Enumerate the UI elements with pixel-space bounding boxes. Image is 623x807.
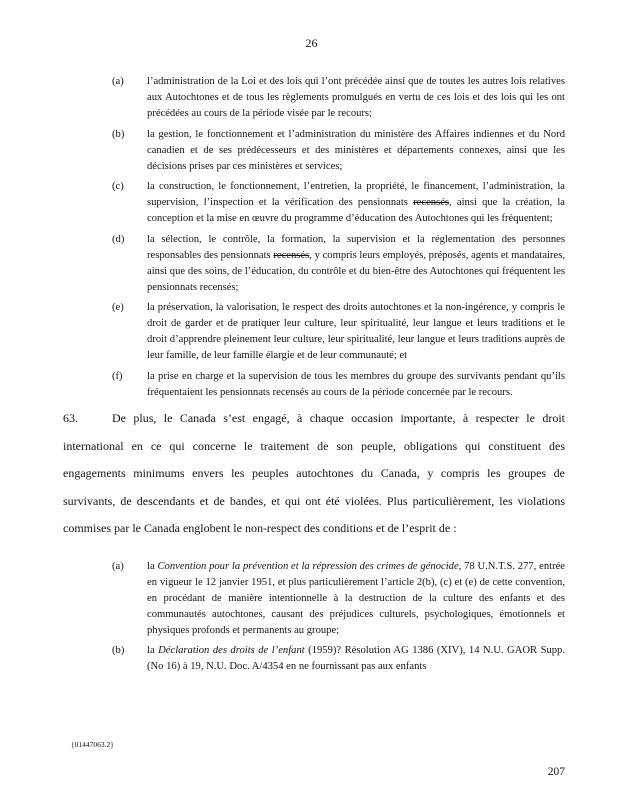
list-item [112, 179, 565, 227]
text-segment: la sélection, le contrôle, la formation, la supervision et la réglementation des personnes responsables des pensionnats [147, 233, 565, 261]
text-segment: (1959)? Résolution AG 1386 (XIV), 14 N.U. GAOR Supp. (No 16) à 19, N.U. Doc. A/4354 en ne fournissant pas aux enfants [147, 645, 565, 672]
list-item [112, 369, 565, 401]
text-segment: la préservation, la valorisation, le respect des droits autochtones et la non-ingérence, y compris le droit de garder et de pratiquer leur culture, leur spiritualité, leur langue et leurs traditions et le droit d’apprendre pleinement leur culture, leur spiritualité, leur langue et leurs traditions auprès de leur famille, de leur famille élargie et de leur communauté; et [147, 302, 565, 361]
list-item-label: (d) [112, 233, 125, 245]
list-item [112, 559, 565, 639]
struck-text-segment: recensés [273, 249, 310, 261]
list-item-label: (b) [112, 645, 125, 656]
text-segment: la [147, 645, 159, 656]
text-segment: l’administration de la Loi et des lois qui l’ont précédée ainsi que de toutes les autres lois relatives aux Autochtones et de tous les règlements promulgués en vertu de ces lois et des lois qui les ont précédées au cours de la période visée par le recours; [147, 76, 565, 119]
list-item [112, 300, 565, 364]
text-segment: la construction, le fonctionnement, l’entretien, la propriété, le financement, l’administration, la supervision, l’inspection et la vérification des pensionnats [147, 181, 565, 208]
paragraph-number: 63. [63, 411, 78, 425]
list-item-label: (c) [112, 181, 124, 192]
text-segment: la prise en charge et la supervision de tous les membres du groupe des survivants pendant qu’ils fréquentaient les pensionnats recensés au cours de la période concernée par le recours. [147, 370, 565, 398]
list-item-text [147, 300, 565, 364]
page-number-bottom: 207 [547, 766, 565, 778]
list-item-label: (e) [112, 302, 124, 313]
list-item-text [147, 643, 565, 675]
cited-title-segment: Convention pour la prévention et la répression des crimes de génocide [157, 560, 459, 572]
subparagraph-list-1 [0, 74, 623, 401]
subparagraph-list-2 [0, 559, 623, 676]
list-item-label: (f) [112, 370, 123, 382]
list-item-label: (a) [112, 76, 124, 87]
list-item [112, 232, 565, 296]
list-item-text [147, 369, 565, 401]
page-number-top: 26 [305, 36, 318, 50]
document-id-stamp: {01447063.2} [71, 740, 114, 749]
struck-text-segment: recensés [413, 197, 450, 208]
list-item-label: (b) [112, 128, 125, 140]
text-segment: la [147, 560, 158, 572]
list-item-text [147, 179, 565, 227]
list-item-label: (a) [112, 560, 124, 572]
list-item [112, 127, 565, 175]
list-item-text [147, 127, 565, 175]
list-item [112, 643, 565, 675]
cited-title-segment: Déclaration des droits de l’enfant [158, 645, 305, 656]
list-item-text [147, 232, 565, 296]
text-segment: , y compris leurs employés, préposés, agents et mandataires, ainsi que des soins, de l’éducation, du contrôle et du bien-être des Autochtones qui fréquentent les pensionnats recensés; [147, 249, 565, 293]
text-segment: , 78 U.N.T.S. 277, entrée en vigueur le 12 janvier 1951, et plus particulièrement l’article 2(b), (c) et (e) de cette convention, en procédant de manière intentionnelle à la destruction de la culture des enfants et des communautés autochtones, causant des préjudices culturels, psychologiques, émotionnels et physiques profonds et permanents au groupe; [147, 560, 565, 636]
paragraph-63 [63, 405, 565, 543]
text-segment: la gestion, le fonctionnement et l’administration du ministère des Affaires indiennes et du Nord canadien et de ses prédécesseurs et des ministères et départements connexes, ainsi que les décisions prises par ces ministères et services; [147, 128, 565, 172]
paragraph-text: De plus, le Canada s’est engagé, à chaque occasion importante, à respecter le droit international en ce qui concerne le traitement de son peuple, obligations qui constituent des engagements minimums envers les peuples autochtones du Canada, y compris les groupes de survivants, de descendants et de bandes, et qui ont été violées. Plus particulièrement, les violations commises par le Canada englobent le non-respect des conditions et de l’esprit de : [63, 411, 565, 535]
text-segment: , ainsi que la création, la conception et la mise en œuvre du programme d’éducation des Autochtones qui les fréquentent; [147, 197, 566, 224]
list-item-text [147, 74, 565, 122]
list-item-text [147, 559, 565, 639]
list-item [112, 74, 565, 122]
